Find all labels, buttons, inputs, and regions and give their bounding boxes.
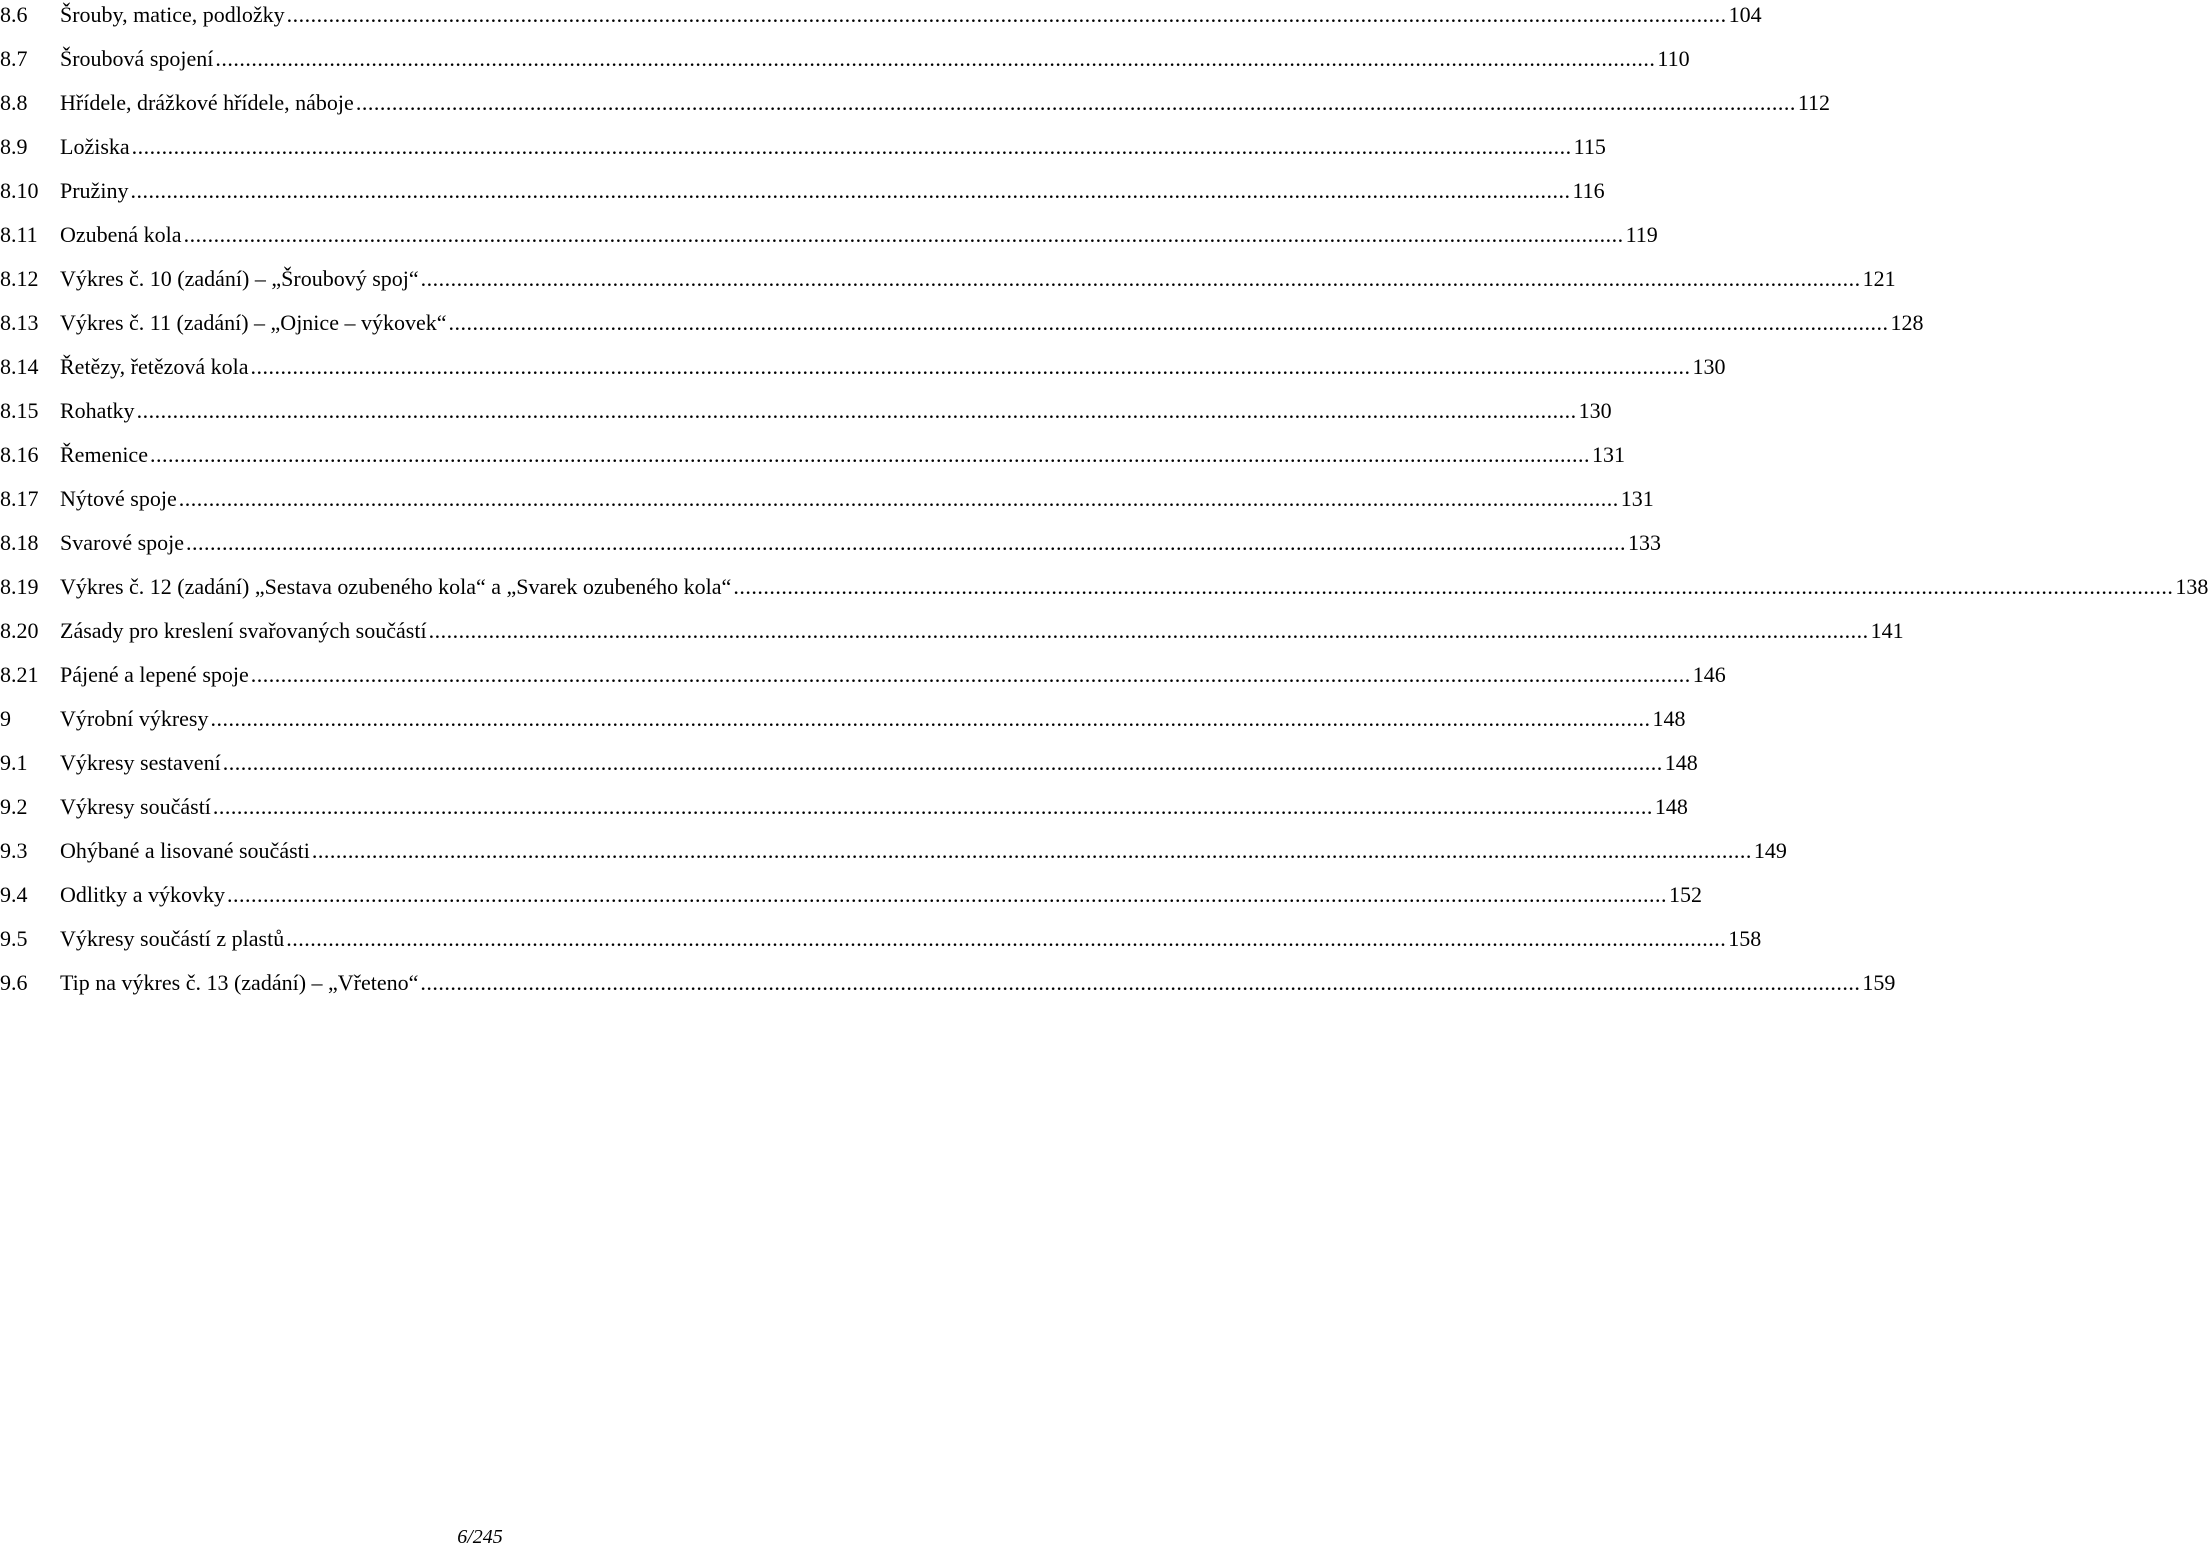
dot-leader	[215, 44, 1655, 74]
toc-entry-page: 149	[1753, 838, 1787, 863]
toc-entry-title: Ohýbané a lisované součásti	[60, 838, 310, 863]
toc-entry-title: Pájené a lepené spoje	[60, 662, 249, 687]
toc-entry-number: 8.12	[0, 266, 39, 291]
toc-entry-page: 119	[1625, 222, 1658, 247]
dot-leader	[184, 220, 1624, 250]
dot-leader	[213, 792, 1653, 822]
toc-entry-number: 8.17	[0, 486, 39, 511]
toc-entry-title: Řemenice	[60, 442, 148, 467]
toc-entry-title: Výkres č. 11 (zadání) – „Ojnice – výkovek“	[60, 310, 447, 335]
toc-entry-number: 8.6	[0, 2, 28, 27]
toc-entry-page: 152	[1669, 882, 1702, 907]
toc-entry-number: 8.7	[0, 46, 28, 71]
toc-entry-number: 9.4	[0, 882, 28, 907]
dot-leader	[223, 748, 1663, 778]
toc-entry-page: 112	[1797, 90, 1830, 115]
toc-entry[interactable]	[0, 616, 1904, 660]
toc-entry-page: 131	[1620, 486, 1654, 511]
toc-entry-title: Šroubová spojení	[60, 46, 214, 71]
dot-leader	[429, 616, 1869, 646]
dot-leader	[420, 968, 1860, 998]
toc-entry[interactable]	[0, 308, 1924, 352]
toc-entry-title: Nýtové spoje	[60, 486, 177, 511]
page-number-footer: 6/245	[457, 1526, 503, 1548]
toc-entry-title: Výkresy součástí z plastů	[60, 926, 285, 951]
toc-entry-number: 8.15	[0, 398, 39, 423]
toc-entry-page: 131	[1591, 442, 1625, 467]
toc-entry-title: Rohatky	[60, 398, 135, 423]
toc-entry[interactable]	[0, 176, 1605, 220]
dot-leader	[227, 880, 1667, 910]
toc-entry-page: 159	[1862, 970, 1896, 995]
toc-entry-title: Odlitky a výkovky	[60, 882, 225, 907]
toc-entry-number: 9.3	[0, 838, 28, 863]
dot-leader	[312, 836, 1752, 866]
toc-entry-number: 8.16	[0, 442, 39, 467]
toc-entry-number: 9.1	[0, 750, 28, 775]
toc-entry-number: 8.20	[0, 618, 39, 643]
toc-entry[interactable]	[0, 792, 1688, 836]
toc-entry-page: 158	[1728, 926, 1762, 951]
toc-entry-number: 8.18	[0, 530, 39, 555]
toc-entry-page: 146	[1692, 662, 1726, 687]
toc-entry-number: 9.6	[0, 970, 28, 995]
toc-entry-title: Ozubená kola	[60, 222, 182, 247]
toc-entry[interactable]	[0, 0, 1762, 44]
dot-leader	[130, 176, 1570, 206]
dot-leader	[132, 132, 1572, 162]
toc-entry-number: 8.19	[0, 574, 39, 599]
toc-entry-title: Výkresy sestavení	[60, 750, 221, 775]
toc-entry[interactable]	[0, 572, 2208, 616]
toc-entry[interactable]	[0, 704, 1686, 748]
toc-entry-number: 9	[0, 706, 11, 731]
toc-entry-title: Výkresy součástí	[60, 794, 211, 819]
dot-leader	[251, 660, 1691, 690]
toc-entry-page: 130	[1692, 354, 1726, 379]
toc-entry[interactable]	[0, 264, 1896, 308]
toc-entry[interactable]	[0, 220, 1658, 264]
toc-entry-page: 141	[1870, 618, 1904, 643]
dot-leader	[356, 88, 1796, 118]
toc-entry-title: Výkres č. 12 (zadání) „Sestava ozubeného kola“ a „Svarek ozubeného kola“	[60, 574, 732, 599]
dot-leader	[150, 440, 1590, 470]
toc-entry-number: 8.11	[0, 222, 38, 247]
toc-entry-page: 148	[1664, 750, 1698, 775]
dot-leader	[186, 528, 1626, 558]
toc-entry-number: 8.13	[0, 310, 39, 335]
toc-entry-page: 104	[1728, 2, 1762, 27]
toc-entry[interactable]	[0, 88, 1830, 132]
dot-leader	[210, 704, 1650, 734]
toc-entry-page: 116	[1572, 178, 1605, 203]
dot-leader	[179, 484, 1619, 514]
dot-leader	[251, 352, 1691, 382]
toc-entry-page: 115	[1573, 134, 1606, 159]
toc-entry[interactable]	[0, 352, 1726, 396]
toc-entry-title: Hřídele, drážkové hřídele, náboje	[60, 90, 354, 115]
toc-entry-title: Svarové spoje	[60, 530, 185, 555]
toc-entry-title: Výkres č. 10 (zadání) – „Šroubový spoj“	[60, 266, 419, 291]
toc-entry-title: Pružiny	[60, 178, 129, 203]
toc-entry-page: 130	[1578, 398, 1612, 423]
toc-entry[interactable]	[0, 836, 1787, 880]
toc-entry-title: Řetězy, řetězová kola	[60, 354, 249, 379]
toc-entry-title: Šrouby, matice, podložky	[60, 2, 285, 27]
toc-entry[interactable]	[0, 528, 1662, 572]
toc-entry-number: 8.9	[0, 134, 28, 159]
toc-entry[interactable]	[0, 440, 1625, 484]
toc-entry[interactable]	[0, 924, 1762, 968]
dot-leader	[421, 264, 1861, 294]
toc-entry-number: 8.8	[0, 90, 28, 115]
dot-leader	[287, 0, 1727, 30]
toc-entry-page: 128	[1890, 310, 1924, 335]
toc-entry-number: 8.14	[0, 354, 39, 379]
dot-leader	[733, 572, 2173, 602]
toc-entry-page: 133	[1628, 530, 1662, 555]
dot-leader	[286, 924, 1726, 954]
toc-entry[interactable]	[0, 484, 1654, 528]
toc-entry-page: 121	[1862, 266, 1896, 291]
toc-entry[interactable]	[0, 880, 1702, 924]
toc-entry-page: 148	[1654, 794, 1688, 819]
toc-entry-number: 8.21	[0, 662, 39, 687]
dot-leader	[448, 308, 1888, 338]
toc-entry[interactable]	[0, 132, 1606, 176]
toc-entry-page: 148	[1652, 706, 1686, 731]
toc-entry[interactable]	[0, 968, 1896, 1012]
toc-entry-title: Ložiska	[60, 134, 130, 159]
toc-entry-number: 9.2	[0, 794, 28, 819]
dot-leader	[137, 396, 1577, 426]
toc-entry-title: Výrobní výkresy	[60, 706, 209, 731]
toc-entry[interactable]	[0, 748, 1698, 792]
toc-entry-page: 138	[2175, 574, 2208, 599]
toc-entry-title: Tip na výkres č. 13 (zadání) – „Vřeteno“	[60, 970, 419, 995]
toc-entry-page: 110	[1657, 46, 1690, 71]
toc-entry[interactable]	[0, 396, 1612, 440]
toc-entry[interactable]	[0, 44, 1690, 88]
toc-entry[interactable]	[0, 660, 1726, 704]
toc-entry-number: 8.10	[0, 178, 39, 203]
toc-entry-number: 9.5	[0, 926, 28, 951]
toc-entry-title: Zásady pro kreslení svařovaných součástí	[60, 618, 427, 643]
